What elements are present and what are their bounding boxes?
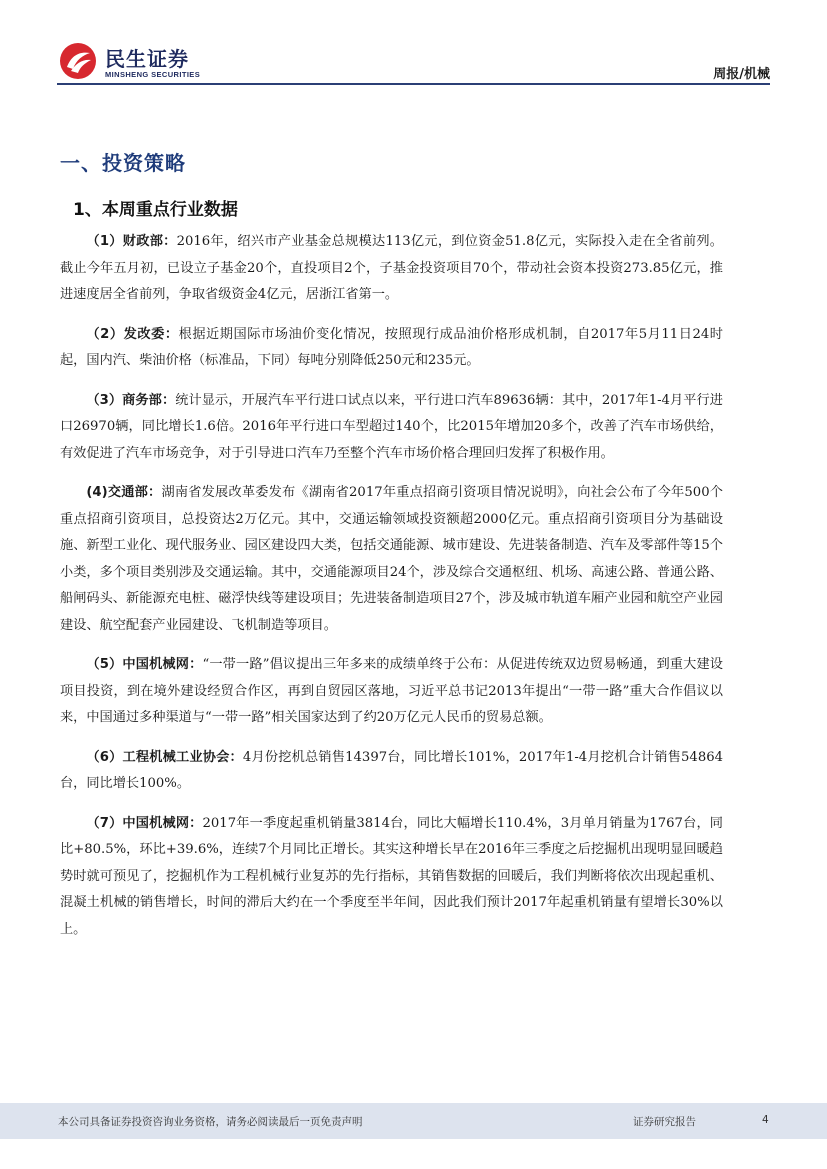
paragraph-text: 4月份挖机总销售14397台，同比增长101%，2017年1-4月挖机合计销售54864台，同比增长100%。 (60, 749, 723, 791)
paragraph-finance-ministry (60, 229, 723, 309)
paragraph-label: （5）中国机械网： (86, 657, 203, 672)
paragraph-china-machinery-net-2 (60, 811, 723, 944)
paragraph-label: （2）发改委： (86, 326, 179, 342)
paragraph-text: 湖南省发展改革委发布《湖南省2017年重点招商引资项目情况说明》，向社会公布了今年500个重点招商引资项目，总投资达2万亿元。其中，交通运输领域投资额超2000亿元。重点招商引资项目分为基础设施、新型工业化、现代服务业、园区建设四大类，包括交通能源、城市建设、先进装备制造、汽车及零部件等15个小类，多个项目类别涉及交通运输。其中，交通能源项目24个，涉及综合交通枢纽、机场、高速公路、普通公路、船闸码头、新能源充电桩、磁浮快线等建设项目；先进装备制造项目27个，涉及城市轨道车厢产业园和航空产业园建设、航空配套产业园建设、飞机制造等项目。 (60, 485, 723, 633)
paragraph-label: （7）中国机械网： (86, 815, 203, 831)
paragraph-transport-ministry (60, 480, 723, 639)
paragraph-commerce-ministry (60, 388, 723, 468)
paragraph-label: (4)交通部： (86, 485, 162, 500)
header-divider (57, 83, 770, 85)
minsheng-logo (57, 38, 217, 86)
paragraph-label: （1）财政部： (86, 234, 177, 249)
footer-disclaimer: 本公司具备证券投资咨询业务资格，请务必阅读最后一页免责声明 (58, 1116, 363, 1128)
logo-english-name: MINSHENG SECURITIES (105, 70, 201, 79)
page-header (57, 38, 770, 88)
page-number: 4 (762, 1114, 769, 1126)
article-body (60, 229, 723, 956)
page-footer (0, 1103, 827, 1139)
footer-document-type: 证券研究报告 (633, 1116, 696, 1128)
paragraph-label: （6）工程机械工业协会： (86, 749, 243, 765)
logo-chinese-name: 民生证券 (105, 47, 189, 71)
subsection-title: 1、本周重点行业数据 (73, 200, 238, 220)
paragraph-text: 统计显示，开展汽车平行进口试点以来，平行进口汽车89636辆：其中，2017年1-4月平行进口26970辆，同比增长1.6倍。2016年平行进口车型超过140个，比2015年增加20多个，改善了汽车市场供给，有效促进了汽车市场竞争，对于引导进口汽车乃至整个汽车市场价格合理回归发挥了积极作用。 (60, 392, 723, 461)
paragraph-text: 2017年一季度起重机销量3814台，同比大幅增长110.4%，3月单月销量为1767台，同比+80.5%，环比+39.6%，连续7个月同比正增长。其实这种增长早在2016年三季度之后挖掘机出现明显回暖趋势时就可预见了，挖掘机作为工程机械行业复苏的先行指标，其销售数据的回暖后，我们判断将依次出现起重机、混凝土机械的销售增长，时间的滞后大约在一个季度至半年间，因此我们预计2017年起重机销量有望增长30%以上。 (60, 815, 723, 937)
paragraph-construction-machinery-assoc (60, 745, 723, 798)
report-type-label: 周报/机械 (713, 67, 770, 82)
paragraph-text: “一带一路”倡议提出三年多来的成绩单终于公布：从促进传统双边贸易畅通，到重大建设项目投资，到在境外建设经贸合作区，再到自贸园区落地，习近平总书记2013年提出“一带一路”重大合作倡议以来，中国通过多种渠道与“一带一路”相关国家达到了约20万亿元人民币的贸易总额。 (60, 657, 723, 725)
section-title: 一、投资策略 (60, 151, 186, 175)
paragraph-text: 2016年，绍兴市产业基金总规模达113亿元，到位资金51.8亿元，实际投入走在全省前列。截止今年五月初，已设立子基金20个，直投项目2个，子基金投资项目70个，带动社会资本投资273.85亿元，推进速度居全省前列，争取省级资金4亿元，居浙江省第一。 (60, 234, 723, 302)
paragraph-label: （3）商务部： (86, 392, 176, 408)
paragraph-ndrc (60, 322, 723, 375)
paragraph-china-machinery-net-1 (60, 652, 723, 732)
paragraph-text: 根据近期国际市场油价变化情况，按照现行成品油价格形成机制，自2017年5月11日24时起，国内汽、柴油价格（标准品，下同）每吨分别降低250元和235元。 (60, 326, 723, 368)
minsheng-logo-icon (59, 42, 97, 80)
